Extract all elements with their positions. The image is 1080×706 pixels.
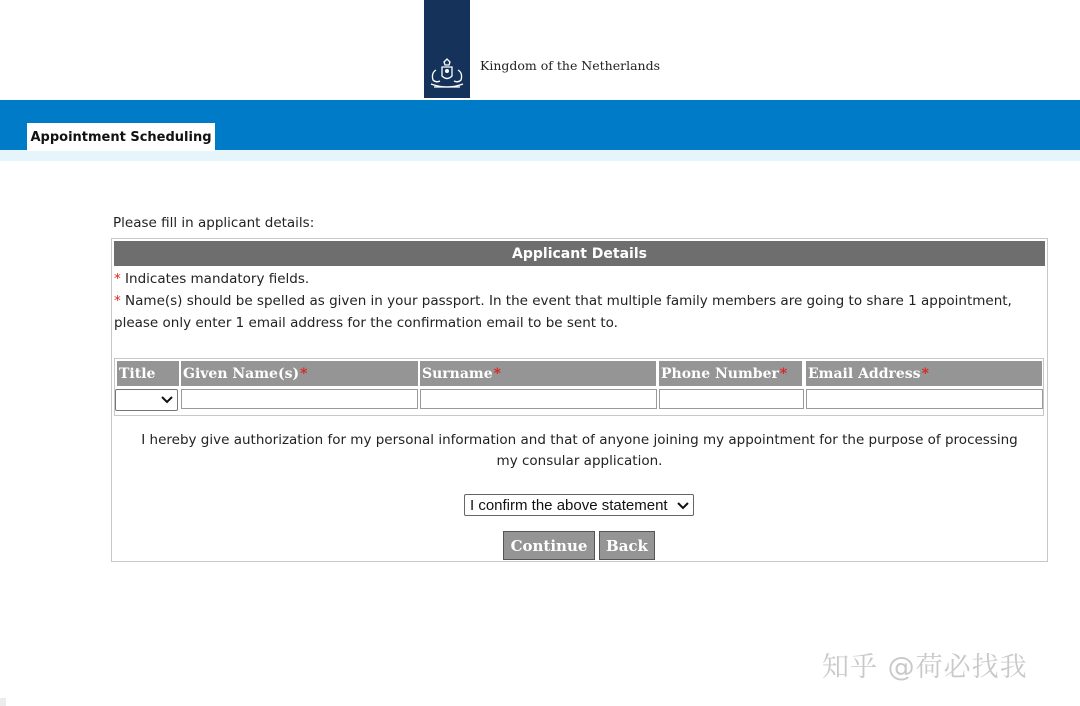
applicant-table	[114, 358, 1044, 416]
site-header	[0, 0, 1080, 100]
chevron-down-icon	[677, 501, 689, 511]
required-marker: *	[300, 365, 308, 382]
mandatory-note	[114, 268, 309, 290]
tab-appointment-scheduling[interactable]: Appointment Scheduling	[27, 123, 215, 151]
column-header-given-names: Given Name(s) *	[181, 361, 418, 386]
given-names-input[interactable]	[181, 389, 418, 409]
title-select[interactable]	[115, 389, 178, 411]
corner-artifact	[0, 698, 6, 706]
watermark: 知乎 @荷必找我	[822, 652, 1028, 683]
panel-title: Applicant Details	[114, 241, 1045, 266]
required-marker: *	[779, 365, 788, 382]
back-button[interactable]: Back	[599, 531, 655, 560]
column-header-surname: Surname *	[420, 361, 656, 386]
surname-input[interactable]	[420, 389, 657, 409]
mandatory-note-text: Indicates mandatory fields.	[125, 271, 310, 287]
email-note	[114, 312, 618, 334]
passport-note-text: Name(s) should be spelled as given in your passport. In the event that multiple family members are going to share 1 appointment,	[125, 293, 1012, 309]
email-address-input[interactable]	[806, 389, 1043, 409]
chevron-down-icon	[161, 395, 173, 405]
logo	[424, 0, 470, 98]
required-marker: *	[493, 365, 501, 382]
passport-note	[114, 290, 1012, 312]
applicant-details-panel	[111, 238, 1048, 562]
continue-button[interactable]: Continue	[503, 531, 595, 560]
royal-coat-of-arms-icon	[428, 58, 466, 90]
nav-underline	[0, 150, 1080, 161]
required-marker: *	[921, 365, 929, 382]
column-header-title: Title	[117, 361, 179, 386]
form-intro: Please fill in applicant details:	[113, 215, 315, 231]
phone-number-input[interactable]	[659, 389, 804, 409]
org-name: Kingdom of the Netherlands	[480, 58, 661, 73]
column-header-phone: Phone Number *	[659, 361, 802, 386]
column-header-email: Email Address *	[806, 361, 1042, 386]
authorization-statement: I hereby give authorization for my personal information and that of anyone joining my appointment for the purpose of processing my consular application.	[141, 432, 1018, 469]
confirm-statement-select[interactable]: I confirm the above statement	[464, 494, 694, 516]
required-marker: *	[114, 271, 121, 287]
email-note-text: please only enter 1 email address for the confirmation email to be sent to.	[114, 315, 618, 331]
required-marker: *	[114, 293, 121, 309]
